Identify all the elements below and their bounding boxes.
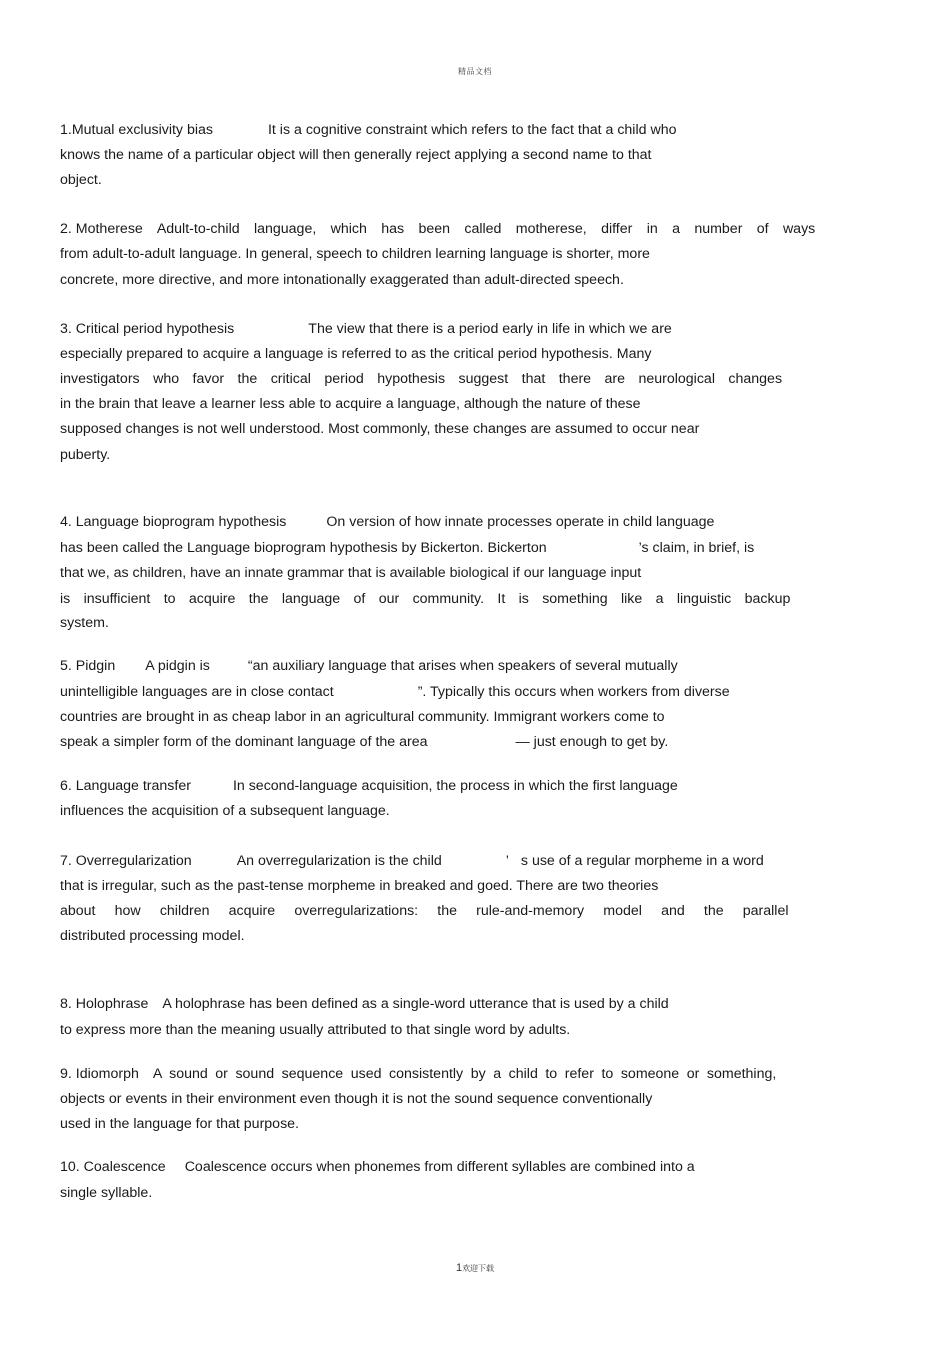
footer-text: 欢迎下载	[462, 1264, 495, 1273]
entry-line	[60, 121, 676, 139]
entry-line: about how children acquire overregularizations: the rule-and-memory model and the parallel	[60, 903, 789, 919]
entry-line: supposed changes is not well understood. Most commonly, these changes are assumed to occur near	[60, 421, 700, 437]
entry-term: 9. Idiomorph	[60, 1066, 139, 1082]
entry-line	[60, 995, 669, 1013]
entry-text: It is a cognitive constraint which refers to the fact that a child who	[267, 122, 677, 138]
entry-text: ”. Typically this occurs when workers from diverse	[417, 684, 730, 700]
entry-line	[60, 220, 815, 238]
entry-line: used in the language for that purpose.	[60, 1116, 299, 1132]
entry-line	[60, 733, 668, 751]
entry-text: s use of a regular morpheme in a word	[520, 853, 764, 869]
entry-line: from adult-to-adult language. In general, speech to children learning language is shorter, more	[60, 246, 650, 262]
entry-line: to express more than the meaning usually attributed to that single word by adults.	[60, 1022, 571, 1038]
entry-line: object.	[60, 172, 102, 188]
entry-line: system.	[60, 615, 109, 631]
entry-term: 3. Critical period hypothesis	[60, 321, 235, 337]
entry-text: A sound or sound sequence used consistently by a child to refer to someone or something,	[152, 1066, 777, 1082]
entry-line: objects or events in their environment even though it is not the sound sequence conventionally	[60, 1091, 653, 1107]
entry-line	[60, 852, 764, 870]
entry-term: 10. Coalescence	[60, 1159, 166, 1175]
entry-text: has been called the Language bioprogram hypothesis by Bickerton. Bickerton	[60, 540, 547, 556]
entry-text: Adult-to-child language, which has been called motherese, differ in a number of ways	[156, 221, 816, 237]
entry-line	[60, 539, 754, 557]
entry-term: 1.Mutual exclusivity bias	[60, 122, 213, 138]
page-footer	[0, 1262, 950, 1274]
entry-line: single syllable.	[60, 1185, 153, 1201]
entry-text: An overregularization is the child	[236, 853, 442, 869]
entry-line	[60, 1065, 776, 1083]
entry-text: “an auxiliary language that arises when speakers of several mutually	[247, 658, 678, 674]
entry-text: On version of how innate processes operate in child language	[326, 514, 715, 530]
entry-line: puberty.	[60, 447, 111, 463]
entry-line: countries are brought in as cheap labor in an agricultural community. Immigrant workers come to	[60, 709, 665, 725]
entry-line: in the brain that leave a learner less able to acquire a language, although the nature of these	[60, 396, 641, 412]
entry-line	[60, 683, 730, 701]
entry-line	[60, 657, 678, 675]
entry-text: unintelligible languages are in close contact	[60, 684, 334, 700]
entry-line	[60, 1158, 695, 1176]
entry-line: investigators who favor the critical period hypothesis suggest that there are neurological changes	[60, 371, 783, 387]
entry-term: 4. Language bioprogram hypothesis	[60, 514, 287, 530]
entry-term: 2. Motherese	[60, 221, 143, 237]
entry-line: concrete, more directive, and more intonationally exaggerated than adult-directed speech.	[60, 272, 624, 288]
entry-line: knows the name of a particular object will then generally reject applying a second name to that	[60, 147, 652, 163]
page-number: 1	[455, 1262, 463, 1274]
entry-term: 7. Overregularization	[60, 853, 192, 869]
entry-term: 5. Pidgin	[60, 658, 116, 674]
entry-text: speak a simpler form of the dominant language of the area	[60, 734, 428, 750]
entry-term: 8. Holophrase	[60, 996, 149, 1012]
entry-text: The view that there is a period early in life in which we are	[308, 321, 672, 337]
entry-line	[60, 320, 672, 338]
entry-line: is insufficient to acquire the language of our community. It is something like a linguistic backup	[60, 591, 791, 607]
entry-text: Coalescence occurs when phonemes from different syllables are combined into a	[184, 1159, 695, 1175]
entry-line: distributed processing model.	[60, 928, 245, 944]
entry-text: ’s claim, in brief, is	[638, 540, 755, 556]
entry-line: that we, as children, have an innate grammar that is available biological if our language input	[60, 565, 642, 581]
entry-text: — just enough to get by.	[515, 734, 669, 750]
page-header: 精品文档	[458, 67, 492, 76]
entry-term: 6. Language transfer	[60, 778, 191, 794]
entry-line	[60, 513, 714, 531]
entry-text: A holophrase has been defined as a single-word utterance that is used by a child	[162, 996, 669, 1012]
entry-text: ’	[505, 853, 509, 869]
entry-line: especially prepared to acquire a language is referred to as the critical period hypothesis. Many	[60, 346, 652, 362]
entry-text: A pidgin is	[145, 658, 210, 674]
entry-line: influences the acquisition of a subsequent language.	[60, 803, 390, 819]
entry-text: In second-language acquisition, the process in which the first language	[232, 778, 678, 794]
entry-line: that is irregular, such as the past-tense morpheme in breaked and goed. There are two theories	[60, 878, 659, 894]
entry-line	[60, 777, 678, 795]
